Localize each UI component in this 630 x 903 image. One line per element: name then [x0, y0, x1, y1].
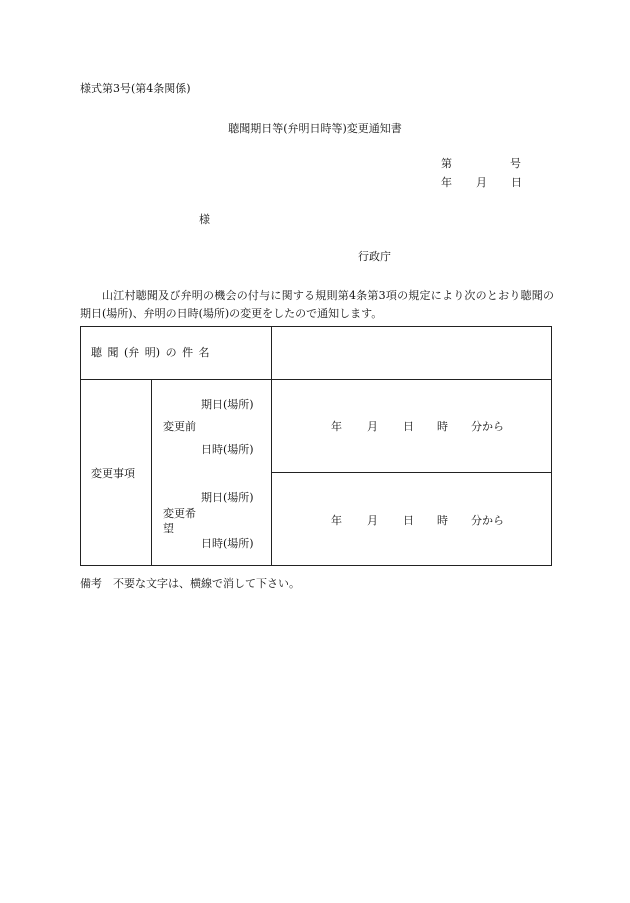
number-prefix: 第	[441, 157, 452, 170]
before-hearing-date-place: 期日(場所)	[201, 398, 254, 411]
addressee-honorific: 様	[199, 213, 210, 226]
table-rule-before-desired	[271, 472, 551, 473]
before-label: 変更前	[163, 420, 196, 433]
desired-day-unit: 日	[403, 514, 414, 527]
change-items-label: 変更事項	[91, 467, 135, 480]
remarks-note: 備考 不要な文字は、横線で消して下さい。	[80, 577, 300, 590]
date-month: 月	[476, 176, 487, 189]
desired-month-unit: 月	[367, 514, 378, 527]
date-year: 年	[441, 176, 452, 189]
desired-hour-unit: 時	[437, 514, 448, 527]
before-hour-unit: 時	[437, 420, 448, 433]
before-day-unit: 日	[403, 420, 414, 433]
issuing-agency: 行政庁	[358, 250, 391, 263]
document-number-line	[441, 157, 521, 171]
before-explanation-datetime-place: 日時(場所)	[201, 443, 254, 456]
before-minute-unit: 分から	[471, 420, 504, 433]
desired-hearing-date-place: 期日(場所)	[201, 491, 254, 504]
desired-year-unit: 年	[331, 514, 342, 527]
table-rule-change-items-column	[151, 379, 152, 565]
date-day: 日	[511, 176, 522, 189]
table-rule-label-column	[271, 327, 272, 565]
desired-label-line2: 望	[163, 522, 174, 535]
change-details-table	[80, 326, 552, 566]
date-line	[441, 176, 522, 190]
desired-label-line1: 変更希	[163, 507, 196, 520]
desired-explanation-datetime-place: 日時(場所)	[201, 537, 254, 550]
desired-minute-unit: 分から	[471, 514, 504, 527]
number-suffix: 号	[510, 157, 521, 170]
document-title: 聴聞期日等(弁明日時等)変更通知書	[228, 122, 402, 135]
notice-body-text: 山江村聴聞及び弁明の機会の付与に関する規則第4条第3項の規定により次のとおり聴聞の期日(場所)、弁明の日時(場所)の変更をしたので通知します。	[80, 289, 554, 320]
before-year-unit: 年	[331, 420, 342, 433]
form-number: 様式第3号(第4条関係)	[80, 82, 191, 95]
before-month-unit: 月	[367, 420, 378, 433]
case-name-label: 聴 聞 (弁 明) の 件 名	[91, 346, 210, 359]
